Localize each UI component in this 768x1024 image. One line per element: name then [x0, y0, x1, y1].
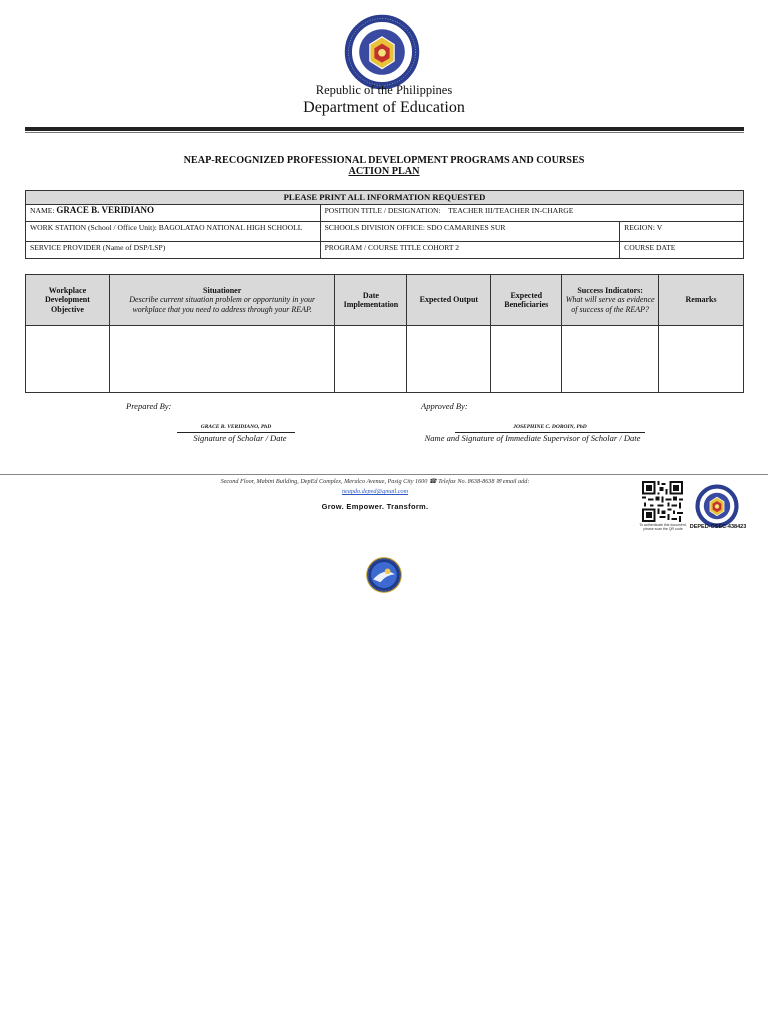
division-label: SCHOOLS DIVISION OFFICE:: [324, 223, 425, 232]
region-value: V: [656, 223, 663, 232]
col-header-beneficiaries: Expected Beneficiaries: [491, 275, 562, 326]
table-row: [26, 326, 744, 393]
table-cell[interactable]: [562, 326, 659, 393]
qr-code-icon[interactable]: [642, 481, 683, 522]
table-cell[interactable]: [26, 326, 110, 393]
name-cell[interactable]: [26, 205, 321, 222]
situationer-note: Describe current situation problem or opportunity in your workplace that you need to address through your REAP.: [129, 295, 316, 314]
success-note: What will serve as evidence of success of the REAP?: [565, 295, 655, 314]
approved-by-label: Approved By:: [421, 401, 468, 411]
scholar-name: GRACE B. VERIDIANO, PhD: [200, 424, 272, 430]
provider-cell[interactable]: [26, 242, 321, 259]
program-cell[interactable]: [320, 242, 620, 259]
workstation-cell[interactable]: [26, 222, 321, 242]
position-value: TEACHER III/TEACHER IN-CHARGE: [448, 206, 574, 215]
document-subtitle: ACTION PLAN: [348, 166, 420, 177]
position-label: POSITION TITLE / DESIGNATION:: [324, 206, 441, 215]
division-cell[interactable]: [320, 222, 620, 242]
header-divider: [25, 127, 744, 131]
table-cell[interactable]: [335, 326, 407, 393]
col-header-objective: Workplace Development Objective: [26, 275, 110, 326]
footer-tagline: Grow. Empower. Transform.: [321, 502, 429, 511]
position-cell[interactable]: [320, 205, 743, 222]
footer-address: Second Floor, Mabini Building, DepEd Complex, Meralco Avenue, Pasig City 1600 ☎ Telefax No. 8638-8638 ✉ email add:: [220, 478, 530, 485]
footer-divider: [0, 474, 768, 475]
prepared-by-label: Prepared By:: [126, 401, 172, 411]
neap-logo: [366, 557, 402, 593]
deped-seal-footer-logo: [695, 484, 739, 528]
workstation-label: WORK STATION (School / Office Unit):: [30, 223, 157, 232]
document-code: DEPED-OSEC-438423: [689, 524, 747, 530]
qr-caption: To authenticate this document, please scan the QR code: [639, 523, 687, 531]
course-date-label: COURSE DATE: [624, 243, 676, 252]
col-header-success: [562, 275, 659, 326]
col-header-date: Date Implementation: [335, 275, 407, 326]
scholar-signature-caption: Signature of Scholar / Date: [193, 433, 287, 443]
department-heading: Department of Education: [303, 99, 465, 116]
region-label: REGION:: [624, 223, 655, 232]
situationer-title: Situationer: [203, 285, 242, 295]
course-date-cell[interactable]: [620, 242, 744, 259]
program-value: COHORT 2: [422, 243, 460, 252]
region-cell[interactable]: [620, 222, 744, 242]
provider-label: SERVICE PROVIDER (Name of DSP/LSP): [30, 243, 166, 252]
table-cell[interactable]: [109, 326, 335, 393]
supervisor-name: JOSEPHINE C. DOROIN, PhD: [513, 424, 587, 430]
table-cell[interactable]: [491, 326, 562, 393]
info-form-header: PLEASE PRINT ALL INFORMATION REQUESTED: [26, 191, 744, 205]
table-cell[interactable]: [407, 326, 491, 393]
col-header-remarks: Remarks: [659, 275, 744, 326]
info-form-table: [25, 190, 744, 259]
program-label: PROGRAM / COURSE TITLE: [324, 243, 421, 252]
col-header-situationer: [109, 275, 335, 326]
success-title: Success Indicators:: [577, 285, 643, 295]
header-divider-thin: [25, 132, 744, 133]
action-plan-table: [25, 274, 744, 393]
workstation-value: BAGOLATAO NATIONAL HIGH SCHOOLL: [158, 223, 303, 232]
supervisor-signature-caption: Name and Signature of Immediate Supervisor of Scholar / Date: [424, 433, 641, 443]
name-value: GRACE B. VERIDIANO: [56, 205, 154, 215]
col-header-output: Expected Output: [407, 275, 491, 326]
republic-heading: Republic of the Philippines: [315, 83, 453, 97]
name-label: NAME:: [30, 206, 55, 215]
table-cell[interactable]: [659, 326, 744, 393]
footer-email-link[interactable]: neapdo.deped@gmail.com: [341, 488, 409, 495]
document-title: NEAP-RECOGNIZED PROFESSIONAL DEVELOPMENT PROGRAMS AND COURSES: [183, 155, 585, 166]
deped-seal-logo: [344, 14, 420, 90]
division-value: SDO CAMARINES SUR: [426, 223, 506, 232]
